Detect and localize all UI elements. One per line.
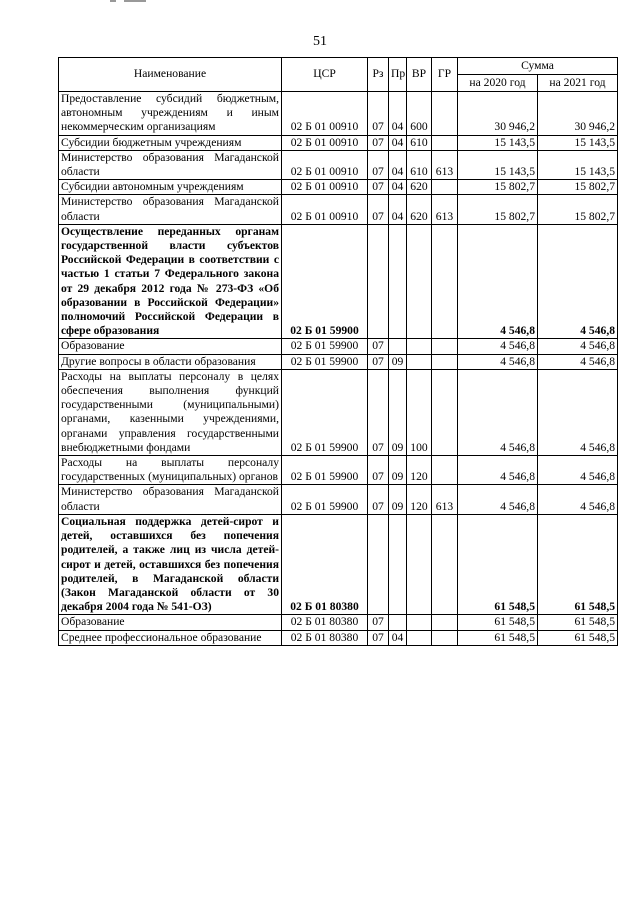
row-name: Среднее профессиональное образование: [59, 630, 282, 645]
row-name: Образование: [59, 615, 282, 630]
row-rz: 07: [368, 92, 389, 136]
row-rz: 07: [368, 630, 389, 645]
row-vr: 610: [407, 135, 432, 150]
table-row: [59, 92, 618, 136]
row-rz: 07: [368, 354, 389, 369]
row-sum-2020: 4 546,8: [458, 354, 538, 369]
row-pr: 04: [389, 150, 407, 179]
row-gr: 613: [432, 150, 458, 179]
row-name: Расходы на выплаты персоналу в целях обеспечения выполнения функций государственными (муниципальными) органами, казенными учреждениями, органами управления государственными внебюджетными фондами: [59, 369, 282, 455]
row-sum-2021: 15 143,5: [538, 135, 618, 150]
table-row: [59, 195, 618, 224]
row-csr: 02 Б 01 59900: [282, 224, 368, 339]
row-pr: [389, 224, 407, 339]
row-gr: 613: [432, 485, 458, 514]
row-vr: 610: [407, 150, 432, 179]
row-csr: 02 Б 01 80380: [282, 615, 368, 630]
row-sum-2020: 15 802,7: [458, 180, 538, 195]
row-csr: 02 Б 01 00910: [282, 195, 368, 224]
table-row: [59, 485, 618, 514]
row-pr: [389, 615, 407, 630]
header-year-2021: на 2021 год: [538, 75, 618, 92]
row-vr: [407, 615, 432, 630]
row-csr: 02 Б 01 59900: [282, 354, 368, 369]
row-vr: 120: [407, 456, 432, 485]
row-name: Министерство образования Магаданской области: [59, 150, 282, 179]
row-csr: 02 Б 01 59900: [282, 339, 368, 354]
row-name: Социальная поддержка детей-сирот и детей, оставшихся без попечения родителей, а также лиц из числа детей-сирот и детей, оставшихся без попечения родителей, в Магаданской области (Закон Магаданской области от 30 декабря 2004 года № 541-ОЗ): [59, 514, 282, 614]
header-name: Наименование: [59, 58, 282, 92]
row-gr: [432, 514, 458, 614]
row-csr: 02 Б 01 00910: [282, 92, 368, 136]
row-rz: 07: [368, 485, 389, 514]
row-pr: [389, 514, 407, 614]
row-sum-2021: 61 548,5: [538, 514, 618, 614]
row-sum-2020: 4 546,8: [458, 456, 538, 485]
row-sum-2020: 4 546,8: [458, 339, 538, 354]
table-row: [59, 339, 618, 354]
row-csr: 02 Б 01 59900: [282, 369, 368, 455]
row-pr: [389, 339, 407, 354]
table-row: [59, 224, 618, 339]
row-csr: 02 Б 01 00910: [282, 135, 368, 150]
row-sum-2021: 30 946,2: [538, 92, 618, 136]
row-rz: [368, 224, 389, 339]
row-sum-2021: 4 546,8: [538, 224, 618, 339]
row-rz: 07: [368, 456, 389, 485]
row-name: Министерство образования Магаданской области: [59, 485, 282, 514]
row-pr: 04: [389, 135, 407, 150]
row-name: Осуществление переданных органам государственной власти субъектов Российской Федерации в соответствии с частью 1 статьи 7 Федерального закона от 29 декабря 2012 года № 273-ФЗ «Об образовании в Российской Федерации» полномочий Российской Федерации в сфере образования: [59, 224, 282, 339]
row-gr: [432, 224, 458, 339]
row-vr: 120: [407, 485, 432, 514]
row-name: Предоставление субсидий бюджетным, автономным учреждениям и иным некоммерческим организациям: [59, 92, 282, 136]
row-csr: 02 Б 01 80380: [282, 514, 368, 614]
row-name: Другие вопросы в области образования: [59, 354, 282, 369]
table-row: [59, 456, 618, 485]
row-rz: 07: [368, 180, 389, 195]
row-vr: 620: [407, 195, 432, 224]
row-rz: 07: [368, 615, 389, 630]
row-csr: 02 Б 01 59900: [282, 485, 368, 514]
row-pr: 04: [389, 195, 407, 224]
header-year-2020: на 2020 год: [458, 75, 538, 92]
row-sum-2020: 61 548,5: [458, 514, 538, 614]
row-csr: 02 Б 01 00910: [282, 180, 368, 195]
row-name: Субсидии автономным учреждениям: [59, 180, 282, 195]
row-name: Расходы на выплаты персоналу государственных (муниципальных) органов: [59, 456, 282, 485]
row-pr: 09: [389, 456, 407, 485]
row-rz: [368, 514, 389, 614]
row-sum-2021: 15 802,7: [538, 195, 618, 224]
row-rz: 07: [368, 150, 389, 179]
row-vr: 100: [407, 369, 432, 455]
row-rz: 07: [368, 195, 389, 224]
row-csr: 02 Б 01 80380: [282, 630, 368, 645]
row-pr: 09: [389, 485, 407, 514]
table-row: [59, 180, 618, 195]
row-sum-2021: 4 546,8: [538, 369, 618, 455]
row-sum-2020: 4 546,8: [458, 224, 538, 339]
table-row: [59, 514, 618, 614]
row-pr: 04: [389, 92, 407, 136]
row-sum-2021: 15 143,5: [538, 150, 618, 179]
row-name: Министерство образования Магаданской области: [59, 195, 282, 224]
header-pr: Пр: [389, 58, 407, 92]
row-gr: [432, 615, 458, 630]
row-gr: [432, 354, 458, 369]
row-sum-2020: 15 143,5: [458, 135, 538, 150]
row-sum-2020: 30 946,2: [458, 92, 538, 136]
page-number: 51: [313, 34, 327, 49]
row-pr: 04: [389, 180, 407, 195]
table-row: [59, 630, 618, 645]
row-sum-2021: 4 546,8: [538, 456, 618, 485]
row-gr: [432, 456, 458, 485]
table-row: [59, 135, 618, 150]
row-vr: [407, 514, 432, 614]
budget-table: [58, 57, 618, 646]
row-vr: 600: [407, 92, 432, 136]
row-rz: 07: [368, 339, 389, 354]
scan-marks: [110, 0, 150, 4]
row-sum-2021: 4 546,8: [538, 485, 618, 514]
row-name: Субсидии бюджетным учреждениям: [59, 135, 282, 150]
header-csr: ЦСР: [282, 58, 368, 92]
row-vr: [407, 630, 432, 645]
row-sum-2020: 4 546,8: [458, 485, 538, 514]
row-gr: [432, 135, 458, 150]
row-sum-2020: 15 802,7: [458, 195, 538, 224]
row-gr: [432, 630, 458, 645]
row-gr: [432, 180, 458, 195]
row-pr: 04: [389, 630, 407, 645]
row-sum-2021: 4 546,8: [538, 354, 618, 369]
row-gr: [432, 92, 458, 136]
row-sum-2020: 4 546,8: [458, 369, 538, 455]
table-row: [59, 369, 618, 455]
header-gr: ГР: [432, 58, 458, 92]
row-sum-2021: 15 802,7: [538, 180, 618, 195]
row-sum-2021: 61 548,5: [538, 615, 618, 630]
row-sum-2021: 4 546,8: [538, 339, 618, 354]
header-vr: ВР: [407, 58, 432, 92]
row-rz: 07: [368, 369, 389, 455]
row-gr: [432, 339, 458, 354]
row-csr: 02 Б 01 00910: [282, 150, 368, 179]
row-gr: [432, 369, 458, 455]
table-row: [59, 150, 618, 179]
row-sum-2020: 61 548,5: [458, 630, 538, 645]
row-vr: [407, 354, 432, 369]
row-csr: 02 Б 01 59900: [282, 456, 368, 485]
row-rz: 07: [368, 135, 389, 150]
row-pr: 09: [389, 354, 407, 369]
row-name: Образование: [59, 339, 282, 354]
row-vr: [407, 339, 432, 354]
row-vr: [407, 224, 432, 339]
row-sum-2020: 61 548,5: [458, 615, 538, 630]
row-sum-2021: 61 548,5: [538, 630, 618, 645]
row-gr: 613: [432, 195, 458, 224]
table-row: [59, 615, 618, 630]
header-sum: Сумма: [458, 58, 618, 75]
header-rz: Рз: [368, 58, 389, 92]
row-vr: 620: [407, 180, 432, 195]
table-row: [59, 354, 618, 369]
row-pr: 09: [389, 369, 407, 455]
row-sum-2020: 15 143,5: [458, 150, 538, 179]
